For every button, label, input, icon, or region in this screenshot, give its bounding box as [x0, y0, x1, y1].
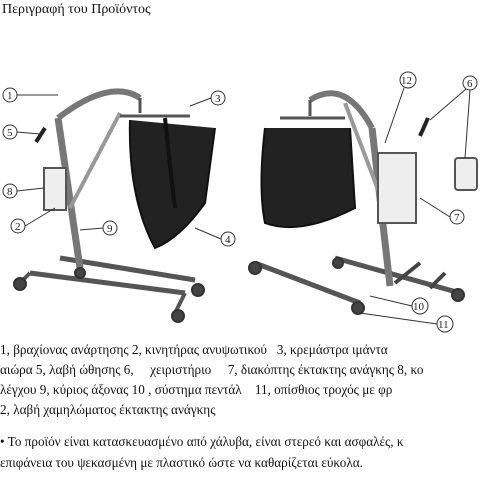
- callout-9: 9: [107, 223, 113, 235]
- callout-3: 3: [215, 93, 221, 105]
- left-lift: [14, 91, 215, 322]
- caption-line: λέγχου 9, κύριος άξονας 10 , σύστημα πεντάλ 11, οπίσθιος τροχός με φρ: [0, 382, 393, 397]
- bullet-line: επιφάνεια του ψεκασμένη με πλαστικό ώστε να καθαρίζεται εύκολα.: [0, 455, 363, 470]
- callout-8: 8: [7, 186, 13, 198]
- caption-line: 2, λαβή χαμηλώματος έκτακτης ανάγκης: [0, 402, 216, 417]
- callout-5: 5: [7, 127, 13, 139]
- callout-4: 4: [225, 234, 231, 246]
- callout-12: 12: [401, 75, 412, 87]
- callout-6: 6: [467, 78, 473, 90]
- bullet-line: • Το προϊόν είναι κατασκευασμένο από χάλυβα, είναι στερεό και ασφαλές, κ: [0, 434, 404, 449]
- callout-11: 11: [438, 319, 449, 331]
- callout-2: 2: [15, 221, 21, 233]
- section-heading: Περιγραφή του Προϊόντος: [2, 2, 151, 17]
- callout-7: 7: [454, 212, 460, 224]
- caption-line: αιώρα 5, λαβή ώθησης 6, χειριστήριο 7, διακόπτης έκτακτης ανάγκης 8, κο: [0, 362, 424, 377]
- callout-10: 10: [413, 301, 424, 313]
- parts-caption: [0, 340, 500, 420]
- patient-lift-illustration: [0, 58, 500, 336]
- material-note: [0, 431, 500, 473]
- product-figure: [0, 58, 500, 336]
- right-lift: [249, 93, 477, 314]
- callout-1: 1: [7, 90, 13, 102]
- caption-line: 1, βραχίονας ανάρτησης 2, κινητήρας ανυψωτικού 3, κρεμάστρα ιμάντα: [0, 342, 388, 357]
